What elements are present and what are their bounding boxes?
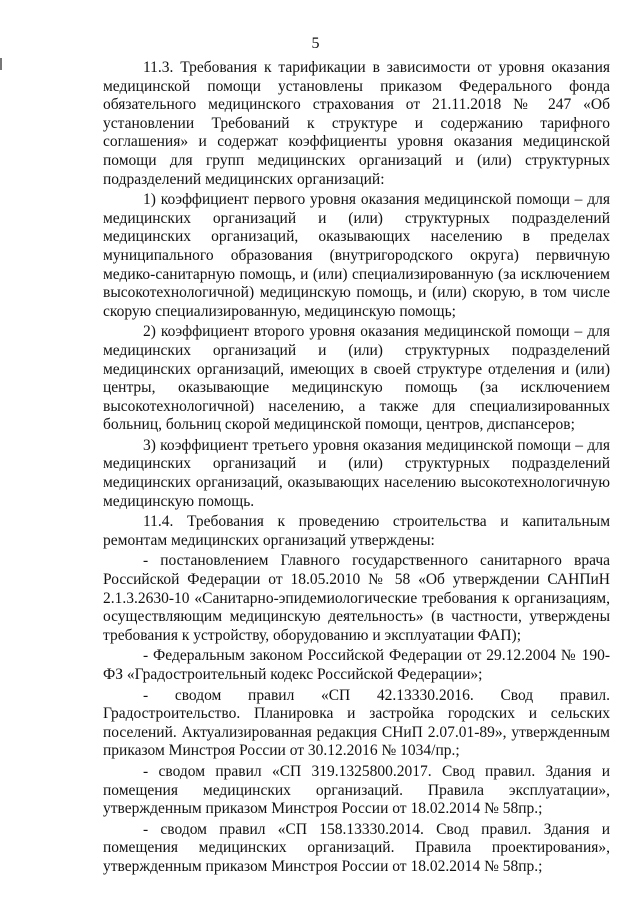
list-item-federal-law: - Федеральным законом Российской Федерации от 29.12.2004 № 190-ФЗ «Градостроительный кодекс Российской Федерации»; <box>103 647 610 683</box>
paragraph-level-2: 2) коэффициент второго уровня оказания медицинской помощи – для медицинских организаций и (или) структурных подразделений медицинских организаций, имеющих в своей структуре отделения и (или) центры, оказывающие медицинскую помощь (за исключением высокотехнологичной) населению, а также для специализированных больниц, больниц скорой медицинской помощи, центров, диспансеров; <box>103 323 610 434</box>
document-body <box>103 59 610 879</box>
margin-mark <box>0 58 2 70</box>
page-number: 5 <box>311 35 320 52</box>
list-item-sp-158: - сводом правил «СП 158.13330.2014. Свод правил. Здания и помещения медицинских организаций. Правила проектирования», утвержденным приказом Минстроя России от 18.02.2014 № 58пр.; <box>103 820 610 875</box>
list-item-sp-42: - сводом правил «СП 42.13330.2016. Свод правил. Градостроительство. Планировка и застройка городских и сельских поселений. Актуализированная редакция СНиП 2.07.01-89», утвержденным приказом Минстроя России от 30.12.2016 № 1034/пр.; <box>103 686 610 760</box>
paragraph-level-1: 1) коэффициент первого уровня оказания медицинской помощи – для медицинских организаций и (или) структурных подразделений медицинских организаций, оказывающих населению в пределах муниципального образования (внутригородского округа) первичную медико-санитарную помощь, и (или) специализированную (за исключением высокотехнологичной) медицинскую помощь, и (или) скорую, в том числе скорую специализированную, медицинскую помощь; <box>103 191 610 320</box>
paragraph-11-4: 11.4. Требования к проведению строительства и капитальным ремонтам медицинских организаций утверждены: <box>103 513 610 549</box>
list-item-sp-319: - сводом правил «СП 319.1325800.2017. Свод правил. Здания и помещения медицинских организаций. Правила эксплуатации», утвержденным приказом Минстроя России от 18.02.2014 № 58пр.; <box>103 762 610 818</box>
paragraph-level-3: 3) коэффициент третьего уровня оказания медицинской помощи – для медицинских организаций и (или) структурных подразделений медицинских организаций, оказывающих населению высокотехнологичную медицинскую помощь. <box>103 436 610 510</box>
paragraph-11-3: 11.3. Требования к тарификации в зависимости от уровня оказания медицинской помощи установлены приказом Федерального фонда обязательного медицинского страхования от 21.11.2018 № 247 «Об установлении Требований к структуре и содержанию тарифного соглашения» и содержат коэффициенты уровня оказания медицинской помощи для групп медицинских организаций и (или) структурных подразделений медицинских организаций: <box>103 59 610 188</box>
list-item-sanpin: - постановлением Главного государственного санитарного врача Российской Федерации от 18.05.2010 № 58 «Об утверждении САНПиН 2.1.3.2630-10 «Санитарно-эпидемиологические требования к организациям, осуществляющим медицинскую деятельность» (в частности, утверждены требования к устройству, оборудованию и эксплуатации ФАП); <box>103 552 610 644</box>
